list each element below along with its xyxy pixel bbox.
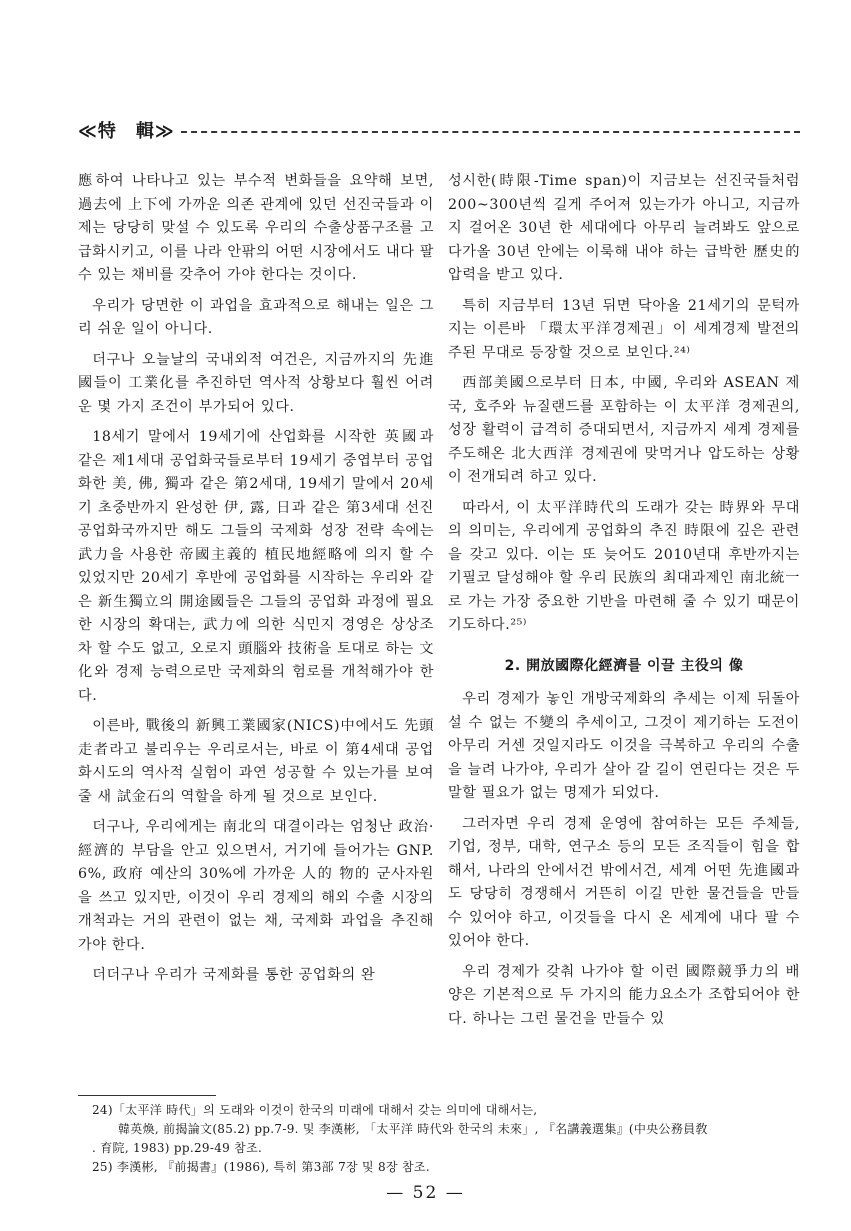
right-paragraph: 우리 경제가 갖춰 나가야 할 이런 國際競爭力의 배양은 기본적으로 두 가지의 能力요소가 조합되어야 한다. 하나는 그런 물건을 만들수 있 <box>448 963 800 1027</box>
page-number: — 52 — <box>386 1183 465 1203</box>
header-dashed-rule <box>181 131 800 133</box>
section-heading: 2. 開放國際化經濟를 이끌 主役의 像 <box>504 657 744 674</box>
right-paragraph: 그러자면 우리 경제 운영에 참여하는 모든 주체들, 기업, 정부, 대학, 연구소 등의 모든 조직들이 힘을 합해서, 나라의 안에서건 밖에서건, 세계 어떤 先進國과도 당당히 경쟁해서 거뜬히 이길 만한 물건들을 만들 수 있어야 하고, 이것들을 다시 온 세계에 내다 팔 수 있어야 한다. <box>448 815 800 949</box>
section-header <box>78 118 800 142</box>
header-label: ≪特 輯≫ <box>78 121 175 142</box>
footnote-24: 24)「太平洋 時代」의 도래와 이것이 한국의 미래에 대해서 갖는 의미에 대해서는, <box>92 1103 538 1117</box>
footnote-25: 25) 李漢彬, 『前揭書』(1986), 특히 第3部 7장 및 8장 참조. <box>92 1160 430 1174</box>
left-column <box>78 170 434 995</box>
right-paragraph: 西部美國으로부터 日本, 中國, 우리와 ASEAN 제국, 호주와 뉴질랜드를 포함하는 이 太平洋 경제권의, 성장 활력이 급격히 증대되면서, 지금까지 세계 경제를 주도해온 北大西洋 경제권에 맞먹거나 압도하는 상황이 전개되려 하고 있다. <box>448 375 800 485</box>
left-paragraph: 더구나 오늘날의 국내외적 여건은, 지금까지의 先進國들이 工業化를 추진하던 역사적 상황보다 훨씬 어려운 몇 가지 조건이 부가되어 있다. <box>78 351 434 415</box>
right-paragraph: 특히 지금부터 13년 뒤면 닥아올 21세기의 문턱까지는 이른바 「環太平洋경제권」이 세계경제 발전의 주된 무대로 등장할 것으로 보인다.²⁴⁾ <box>448 297 800 361</box>
right-paragraph: 성시한(時限-Time span)이 지금보는 선진국들처럼 200~300년씩 길게 주어져 있는가가 아니고, 지금까지 걸어온 30년 한 세대에다 아무리 늘려봐도 앞으로 다가올 30년 안에는 이룩해 내야 하는 급박한 歷史的 압력을 받고 있다. <box>448 173 800 283</box>
left-paragraph: 18세기 말에서 19세기에 산업화를 시작한 英國과 같은 제1세대 공업화국들로부터 19세기 중엽부터 공업화한 美, 佛, 獨과 같은 第2세대, 19세기 말에서 20세기 초중반까지 완성한 伊, 露, 日과 같은 第3세대 선진 공업화국까지만 해도 그들의 국제화 성장 전략 속에는 武力을 사용한 帝國主義的 植民地經略에 의지 할 수 있었지만 20세기 후반에 공업화를 시작하는 우리와 같은 新生獨立의 開途國들은 그들의 공업화 과정에 필요한 시장의 확대는, 武力에 의한 식민지 경영은 상상조차 할 수도 없고, 오로지 頭腦와 技術을 토대로 하는 文化와 경제 능력으로만 국제화의 험로를 개척해가야 한다. <box>78 429 434 704</box>
left-paragraph: 더더구나 우리가 국제화를 통한 공업화의 완 <box>92 967 376 983</box>
footnote-24-citation-cont: . 育院, 1983) pp.29-49 참조. <box>92 1141 263 1155</box>
footnote-24-citation: 韓英煥, 前揭論文(85.2) pp.7-9. 및 李漢彬, 「太平洋 時代와 한국의 未來」, 『名講義選集』(中央公務員敎 <box>118 1122 708 1136</box>
left-paragraph: 應하여 나타나고 있는 부수적 변화들을 요약해 보면, 過去에 上下에 가까운 의존 관계에 있던 선진국들과 이제는 당당히 맞설 수 있도록 우리의 수출상품구조를 고급화시키고, 이를 나라 안팎의 어떤 시장에서도 내다 팔 수 있는 채비를 갖추어 가야 한다는 것이다. <box>78 173 434 283</box>
left-paragraph: 우리가 당면한 이 과업을 효과적으로 해내는 일은 그리 쉬운 일이 아니다. <box>78 297 434 337</box>
left-paragraph: 더구나, 우리에게는 南北의 대결이라는 엄청난 政治·經濟的 부담을 안고 있으면서, 거기에 들어가는 GNP. 6%, 政府 예산의 30%에 가까운 人的 物的 군사자원을 쓰고 있지만, 이것이 우리 경제의 해외 수출 시장의 개척과는 거의 관련이 없는 채, 국제화 과업을 추진해 가야 한다. <box>78 819 434 953</box>
footnotes <box>78 1095 800 1177</box>
right-paragraph: 우리 경제가 놓인 개방국제화의 추세는 이제 뒤돌아 설 수 없는 不變의 추세이고, 그것이 제기하는 도전이 아무리 거센 것일지라도 이것을 극복하고 우리의 수출을 늘려 나가야, 우리가 살아 갈 길이 연린다는 것은 두말할 필요가 없는 명제가 되었다. <box>448 691 800 801</box>
footnote-rule <box>78 1095 216 1096</box>
right-paragraph: 따라서, 이 太平洋時代의 도래가 갖는 時界와 무대의 의미는, 우리에게 공업화의 추진 時限에 깊은 관련을 갖고 있다. 이는 또 늦어도 2010년대 후반까지는 기필코 달성해야 할 우리 民族의 최대과제인 南北統一로 가는 가장 중요한 기반을 마련해 줄 수 있기 때문이기도하다.²⁵⁾ <box>448 499 800 633</box>
right-column <box>448 170 800 1038</box>
left-paragraph: 이른바, 戰後의 新興工業國家(NICS)中에서도 先頭走者라고 불리우는 우리로서는, 바로 이 第4세대 공업화시도의 역사적 실험이 과연 성공할 수 있는가를 보여 줄 새 試金石의 역할을 하게 될 것으로 보인다. <box>78 718 434 805</box>
